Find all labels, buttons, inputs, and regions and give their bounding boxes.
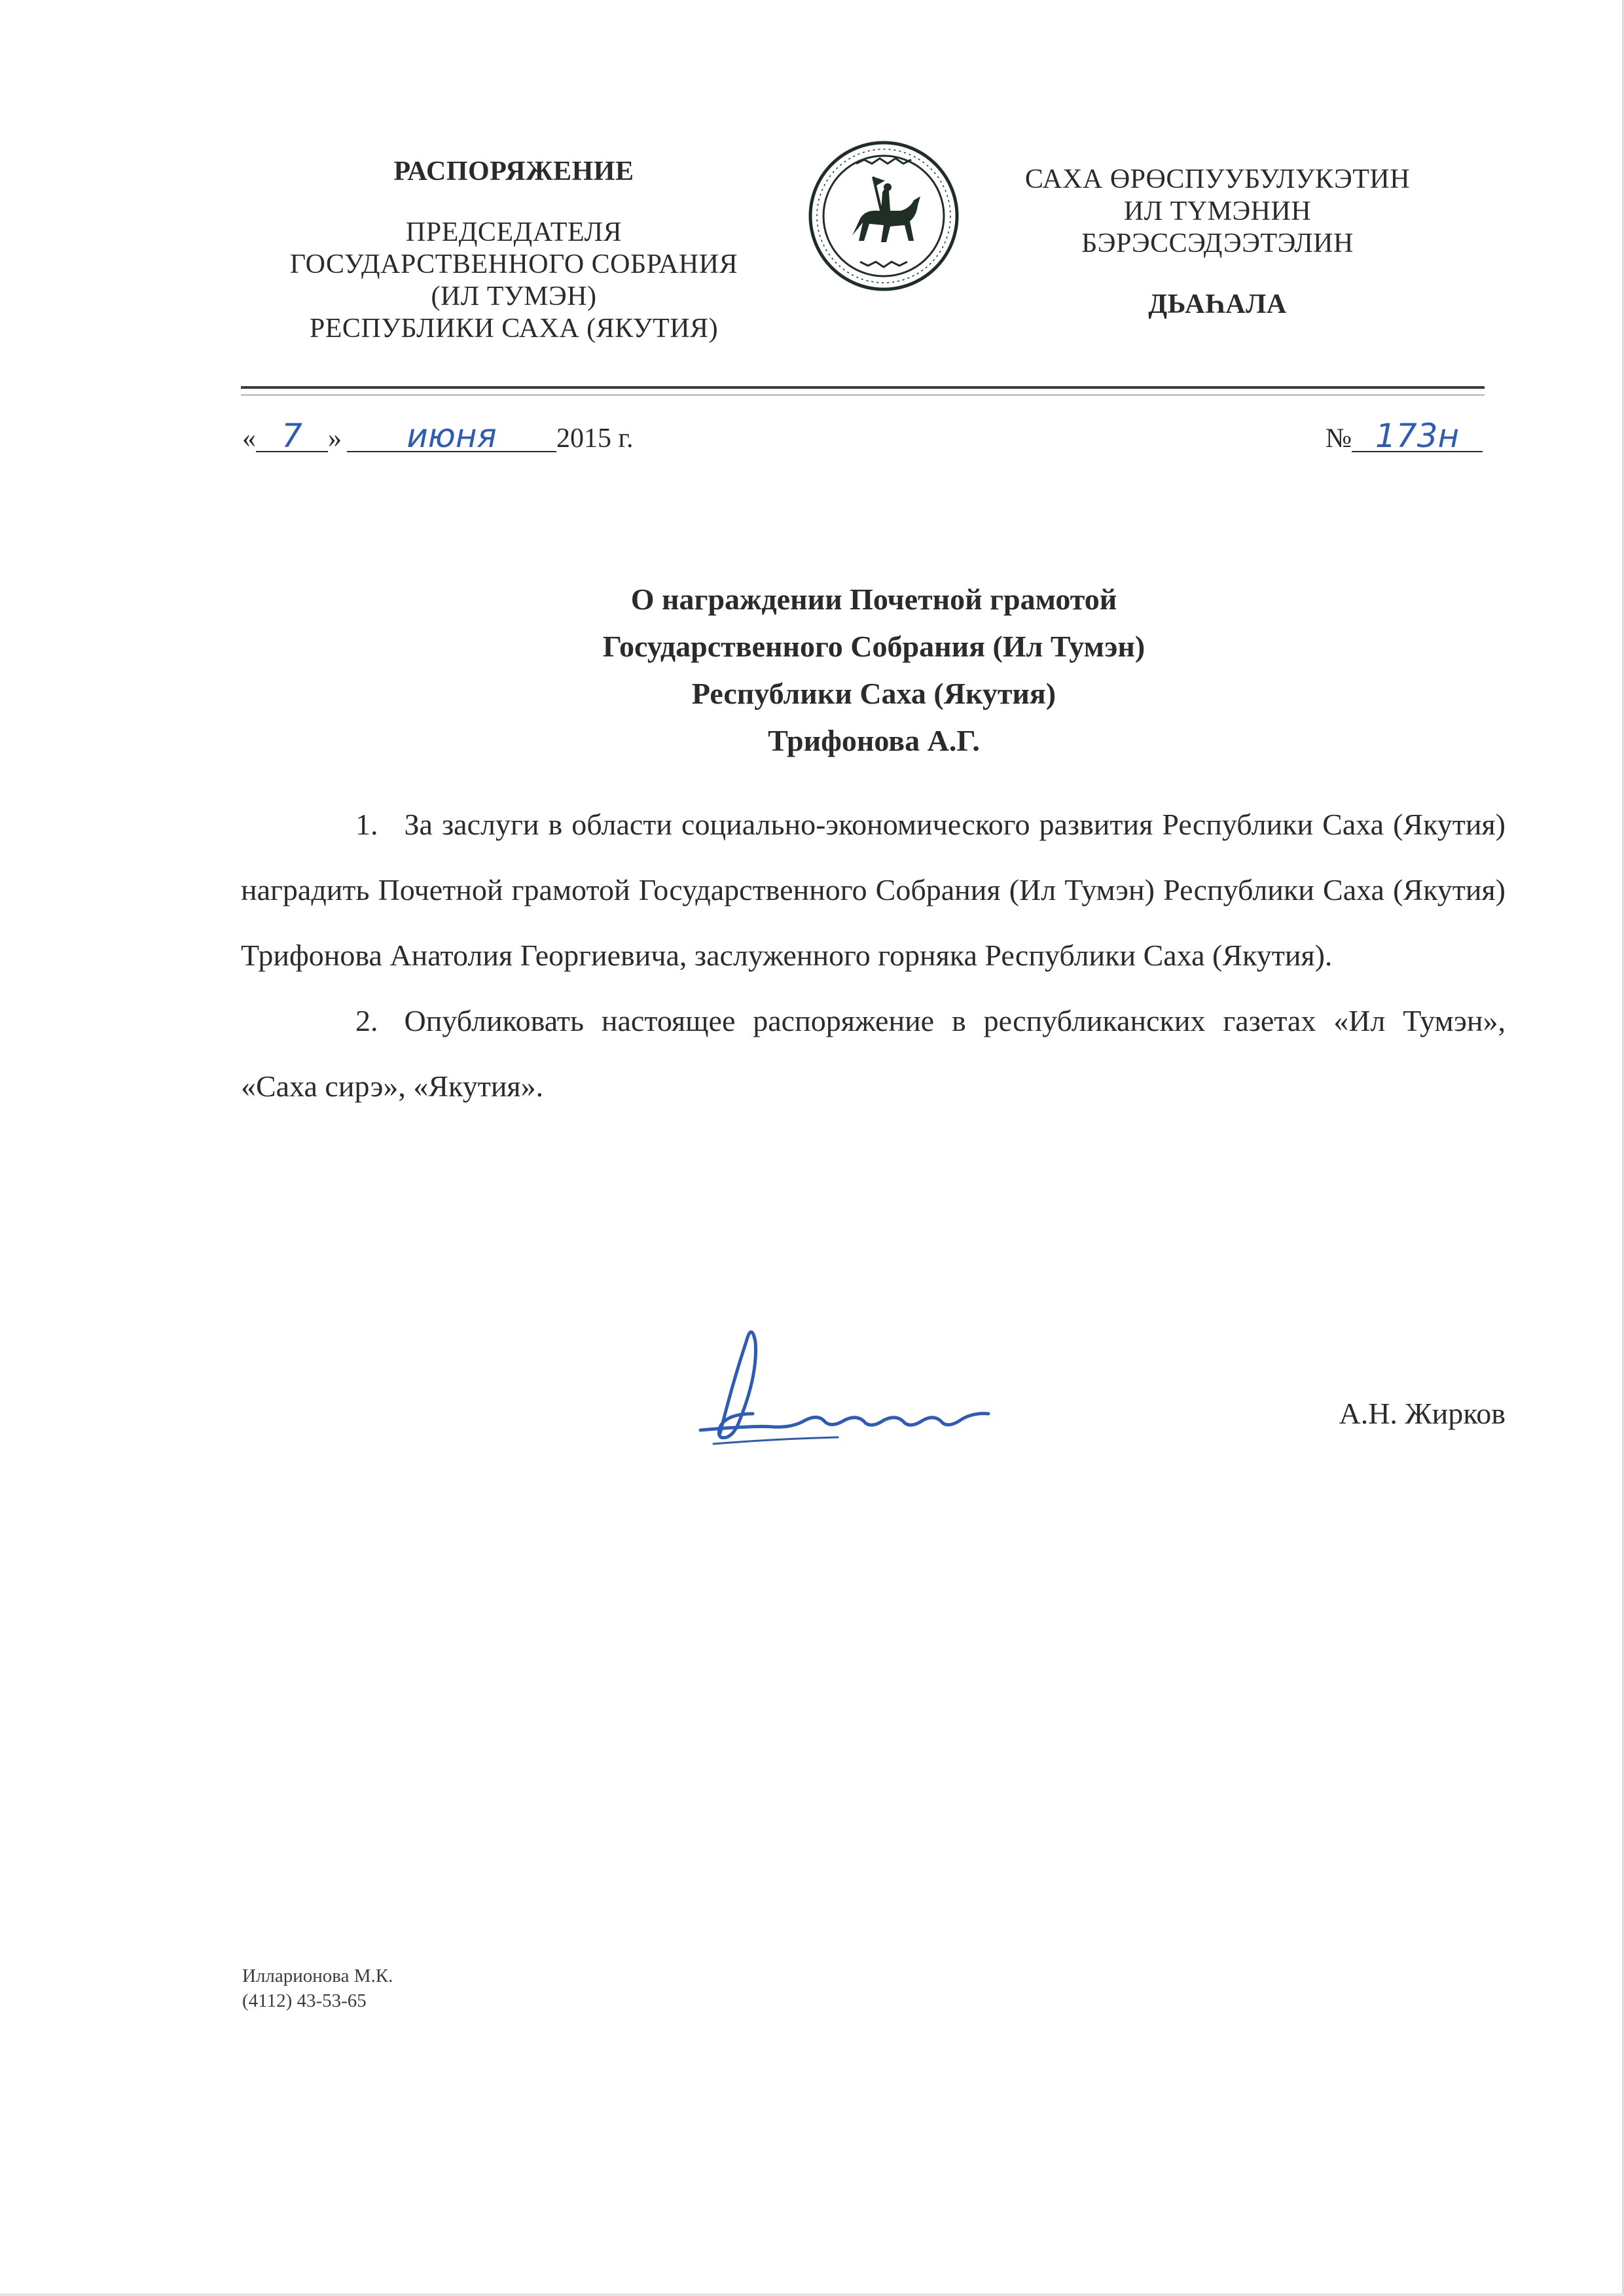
date-month: июня (406, 417, 497, 455)
paragraph-text: Опубликовать настоящее распоряжение в республиканских газетах «Ил Тумэн», «Саха сирэ», «Якутия». (241, 1004, 1506, 1103)
document-type-title-yakut: ДЬАҺАЛА (1148, 289, 1287, 319)
date-day-field (256, 417, 328, 455)
document-number (1326, 419, 1483, 458)
document-subject (242, 576, 1506, 764)
coat-of-arms-emblem (805, 137, 962, 295)
header-left-line: ГОСУДАРСТВЕННОГО СОБРАНИЯ (289, 249, 738, 279)
header-right-line: САХА ӨРӨСПУУБУЛУКЭТИН (1024, 164, 1411, 194)
executor-info (242, 1964, 393, 2013)
header-right (962, 164, 1473, 321)
document-date (242, 419, 634, 458)
subject-line: О награждении Почетной грамотой (630, 583, 1117, 616)
executor-phone: (4112) 43-53-65 (242, 1990, 367, 2011)
scan-edge (0, 2293, 1624, 2296)
document-type-title: РАСПОРЯЖЕНИЕ (393, 156, 634, 187)
subject-line: Государственного Собрания (Ил Тумэн) (602, 630, 1146, 663)
body-paragraph (241, 988, 1506, 1119)
paragraph-text: За заслуги в области социально-экономического развития Республики Саха (Якутия) наградить Почетной грамотой Государственного Собрания (Ил Тумэн) Республики Саха (Якутия) Трифонова Анатолия Георгиевича, заслуженного горняка Республики Саха (Якутия). (241, 808, 1506, 972)
executor-name: Илларионова М.К. (242, 1965, 393, 1986)
header-right-line: БЭРЭССЭДЭЭТЭЛИН (1081, 228, 1354, 259)
number-prefix: № (1326, 423, 1352, 454)
date-month-field (347, 417, 556, 455)
date-day: 7 (281, 417, 302, 455)
header-left-line: РЕСПУБЛИКИ САХА (ЯКУТИЯ) (309, 314, 719, 344)
header-left (242, 156, 785, 345)
paragraph-number: 2. (355, 1004, 378, 1037)
subject-line: Трифонова А.Г. (768, 724, 980, 757)
body-paragraph (241, 792, 1506, 988)
header-divider (241, 386, 1485, 389)
document-body (241, 792, 1506, 1119)
date-year: 2015 г. (556, 423, 634, 454)
number-field (1352, 417, 1483, 455)
date-open-quote: « (242, 423, 256, 454)
header-left-line: (ИЛ ТУМЭН) (431, 281, 597, 312)
header-left-line: ПРЕДСЕДАТЕЛЯ (405, 217, 623, 247)
date-close-quote: » (328, 423, 342, 454)
subject-line: Республики Саха (Якутия) (691, 677, 1056, 710)
header-right-line: ИЛ ТҮМЭНИН (1123, 196, 1312, 226)
number-value: 173н (1375, 417, 1460, 455)
signatory-name: А.Н. Жирков (1339, 1397, 1506, 1430)
paragraph-number: 1. (355, 808, 378, 841)
handwritten-signature (674, 1316, 1015, 1466)
